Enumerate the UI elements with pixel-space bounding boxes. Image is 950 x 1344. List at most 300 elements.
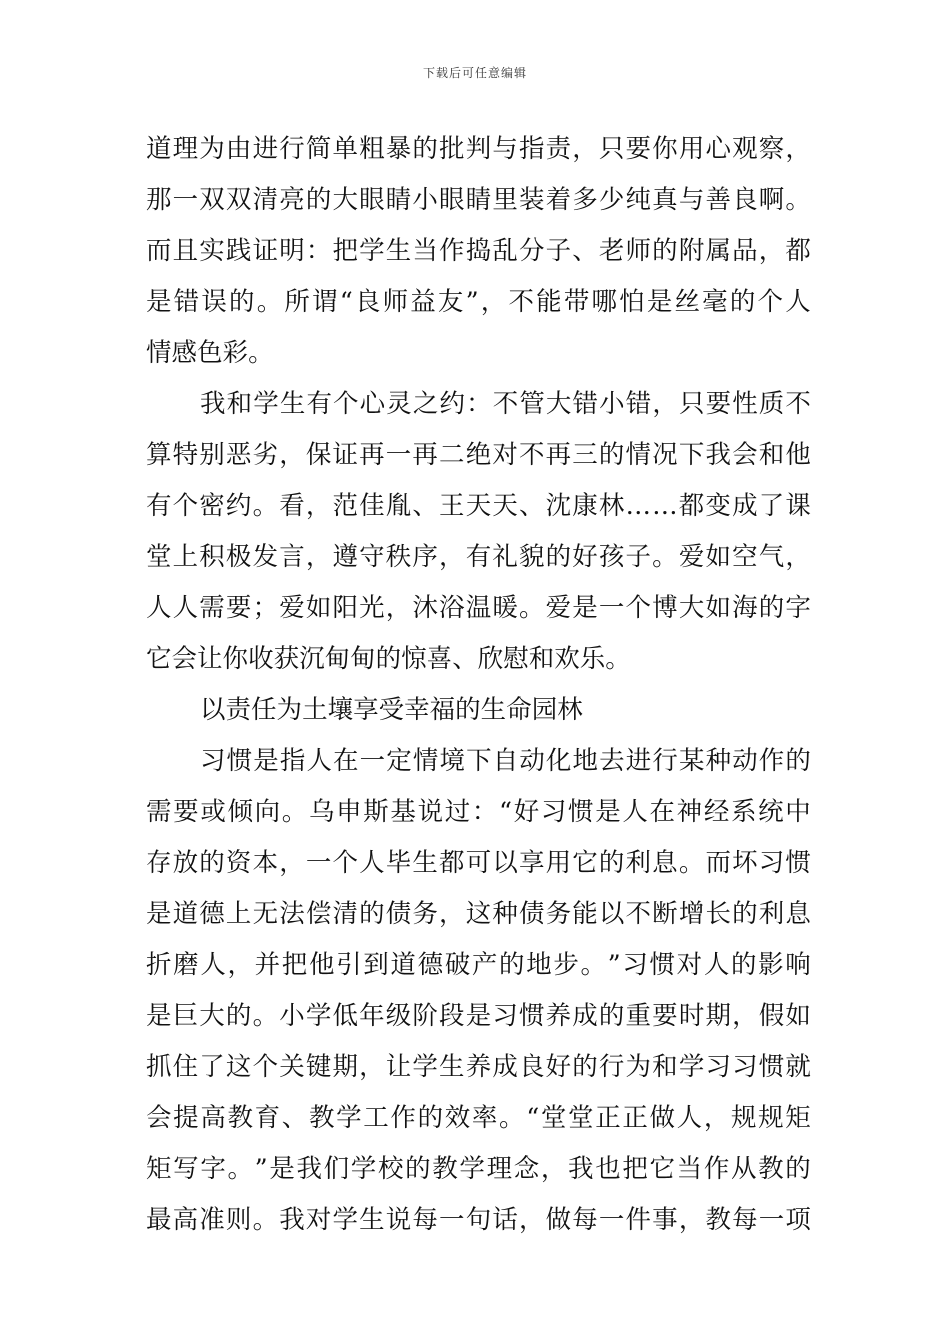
char: 习 (758, 848, 785, 878)
char: 喜 (426, 644, 453, 674)
char: 住 (172, 1052, 199, 1082)
paragraph-line (146, 685, 811, 736)
char: ， (758, 236, 785, 266)
char: 天 (465, 491, 492, 521)
char: 长 (705, 899, 731, 929)
char: 。 (248, 338, 274, 368)
paragraph-line (146, 940, 811, 991)
char: ， (785, 134, 811, 164)
char: 。 (785, 185, 811, 215)
char: 行 (598, 1052, 625, 1082)
char: 良 (354, 287, 381, 317)
char: 一 (598, 1205, 625, 1235)
char: 享 (518, 848, 545, 878)
char: 。 (652, 542, 678, 572)
char: 人 (622, 797, 648, 827)
char: 。 (227, 1154, 253, 1184)
char: 生 (412, 848, 438, 878)
paragraph-line (146, 277, 811, 328)
char: 只 (678, 389, 705, 419)
char: ， (703, 1103, 730, 1133)
char: 亮 (279, 185, 305, 215)
char: 的 (598, 848, 625, 878)
char: 惯 (518, 1001, 545, 1031)
char: 引 (336, 950, 362, 980)
char: 惊 (401, 644, 427, 674)
char: 用 (678, 134, 705, 164)
char: 动 (519, 746, 545, 776)
char: 下 (466, 746, 492, 776)
char: 爱 (279, 593, 305, 623)
char: 批 (439, 134, 465, 164)
char: 一 (598, 593, 625, 623)
char: 哪 (591, 287, 617, 317)
char: 会 (732, 440, 758, 470)
char: 和 (226, 389, 253, 419)
char: “ (339, 287, 353, 317)
char: 言 (279, 542, 305, 572)
char: 人 (785, 287, 811, 317)
paragraph-line (146, 991, 811, 1042)
char: 人 (146, 593, 172, 623)
char: 生 (359, 1205, 385, 1235)
char: 学 (412, 1052, 438, 1082)
char: 对 (676, 950, 703, 980)
char: 、 (452, 644, 478, 674)
char: 成 (572, 1001, 598, 1031)
paragraph-line (146, 430, 811, 481)
char: 康 (572, 491, 598, 521)
char: 事 (652, 1205, 678, 1235)
char: 人 (359, 848, 385, 878)
char: 务 (545, 899, 572, 929)
char: 学 (350, 1154, 377, 1184)
char: 化 (545, 746, 572, 776)
char: 积 (199, 542, 225, 572)
char: 幸 (404, 695, 430, 725)
char: 以 (492, 848, 518, 878)
char: 会 (146, 1103, 172, 1133)
char: 不 (518, 440, 545, 470)
char: 浴 (439, 593, 465, 623)
char: 秩 (385, 542, 412, 572)
char: 要 (625, 134, 652, 164)
char: ： (466, 389, 492, 419)
char: 道 (390, 950, 416, 980)
char: 对 (492, 440, 518, 470)
char: 下 (678, 440, 705, 470)
char: 用 (545, 848, 572, 878)
paragraph-line (146, 634, 811, 685)
char: 怕 (619, 287, 645, 317)
char: 啊 (758, 185, 785, 215)
char: 说 (385, 1205, 412, 1235)
page-header: 下载后可任意编辑 (422, 66, 527, 80)
paragraph-line (146, 532, 811, 583)
char: 。 (678, 848, 705, 878)
char: 键 (305, 1052, 332, 1082)
char: 规 (730, 1103, 757, 1133)
char: 成 (732, 491, 758, 521)
char: 三 (572, 440, 598, 470)
paragraph-line (146, 889, 811, 940)
char: 做 (649, 1103, 676, 1133)
char: 一 (439, 1205, 465, 1235)
char: 附 (678, 236, 705, 266)
char: 息 (785, 899, 811, 929)
char: ” (254, 1154, 268, 1184)
char: 地 (572, 746, 599, 776)
char: 遵 (332, 542, 358, 572)
char: 的 (417, 1103, 444, 1133)
char: 他 (308, 950, 335, 980)
char: 低 (332, 1001, 358, 1031)
char: 倾 (227, 797, 253, 827)
char: 明 (279, 236, 305, 266)
char: 也 (595, 1154, 621, 1184)
document-body (146, 124, 811, 1246)
char: 一 (359, 746, 386, 776)
char: 准 (199, 1205, 225, 1235)
char: 看 (279, 491, 305, 521)
char: 眼 (439, 185, 465, 215)
char: 成 (492, 1052, 518, 1082)
char: 资 (225, 848, 252, 878)
char: 品 (732, 236, 758, 266)
char: 慰 (503, 644, 529, 674)
char: ， (359, 1052, 385, 1082)
char: 和 (652, 1052, 678, 1082)
char: 教 (432, 1154, 458, 1184)
char: 最 (146, 1205, 172, 1235)
char: 的 (572, 1052, 598, 1082)
char: ， (279, 848, 305, 878)
char: 别 (199, 440, 225, 470)
char: 要 (225, 593, 252, 623)
char: 写 (173, 1154, 199, 1184)
char: 要 (705, 389, 732, 419)
char: 范 (332, 491, 358, 521)
char: 能 (536, 287, 562, 317)
char: 说 (417, 797, 444, 827)
char: 学 (253, 389, 279, 419)
char: 习 (622, 950, 648, 980)
char: 系 (730, 797, 757, 827)
char: 捣 (465, 236, 492, 266)
char: 理 (486, 1154, 513, 1184)
char: 情 (625, 440, 652, 470)
char: 况 (652, 440, 678, 470)
char: 指 (279, 746, 306, 776)
char: 上 (172, 542, 199, 572)
char: 心 (359, 389, 386, 419)
char: 光 (359, 593, 385, 623)
char: 子 (625, 542, 652, 572)
char: ” (607, 950, 621, 980)
char: 。 (605, 644, 631, 674)
char: 不 (508, 287, 534, 317)
char: 乐 (579, 644, 606, 674)
char: 。 (252, 491, 279, 521)
char: 大 (545, 389, 572, 419)
char: 响 (785, 950, 811, 980)
paragraph-line (146, 175, 811, 226)
char: 小 (279, 1001, 305, 1031)
char: 为 (625, 1052, 652, 1082)
char: 。 (518, 593, 545, 623)
char: 每 (412, 1205, 438, 1235)
paragraph-line (146, 481, 811, 532)
char: 债 (385, 899, 412, 929)
char: 或 (200, 797, 226, 827)
char: 影 (758, 950, 784, 980)
paragraph-line (146, 328, 811, 379)
char: 指 (518, 134, 545, 164)
char: 误 (201, 287, 227, 317)
char: 对 (305, 1205, 332, 1235)
paragraph-line (146, 583, 811, 634)
char: ， (652, 389, 678, 419)
char: 作 (439, 236, 465, 266)
char: 以 (598, 899, 625, 929)
char: 受 (378, 695, 405, 725)
char: 与 (492, 134, 518, 164)
char: 件 (625, 1205, 652, 1235)
char: 会 (171, 644, 198, 674)
char: 温 (465, 593, 492, 623)
char: 。 (499, 1103, 525, 1133)
char: 色 (197, 338, 223, 368)
paragraph-line (146, 1195, 811, 1246)
char: 息 (652, 848, 678, 878)
char: 学 (336, 1103, 362, 1133)
paragraph-line (146, 379, 811, 430)
char: 个 (333, 389, 359, 419)
paragraph-line (146, 124, 811, 175)
char: 基 (390, 797, 416, 827)
char: 丝 (674, 287, 701, 317)
char: 与 (678, 185, 705, 215)
char: 是 (646, 287, 673, 317)
char: 偿 (305, 899, 332, 929)
char: 我 (279, 1205, 305, 1235)
char: 堂 (146, 542, 172, 572)
char: 彩 (222, 338, 249, 368)
char: 佳 (359, 491, 385, 521)
char: 都 (439, 848, 465, 878)
char: 无 (252, 899, 279, 929)
char: 是 (253, 746, 279, 776)
char: 中 (785, 797, 811, 827)
char: 法 (279, 899, 305, 929)
char: 的 (405, 1154, 431, 1184)
char: 实 (199, 236, 225, 266)
char: 期 (332, 1052, 358, 1082)
char: 个 (252, 1052, 279, 1082)
char: 园 (531, 695, 558, 725)
char: ， (305, 491, 332, 521)
char: 空 (732, 542, 758, 572)
char: 是 (146, 1001, 172, 1031)
char: 教 (758, 1154, 784, 1184)
char: 正 (622, 1103, 648, 1133)
char: 的 (455, 695, 481, 725)
char: 、 (281, 1103, 308, 1133)
char: 的 (545, 542, 572, 572)
char: 存 (146, 848, 172, 878)
char: 到 (363, 950, 389, 980)
char: 境 (439, 746, 465, 776)
char: 需 (146, 797, 172, 827)
char: 种 (705, 746, 732, 776)
char: 错 (625, 389, 652, 419)
char: 。 (252, 1001, 279, 1031)
char: 磨 (173, 950, 199, 980)
char: 放 (172, 848, 199, 878)
char: 性 (732, 389, 758, 419)
char: 生 (279, 389, 306, 419)
char: 行 (652, 746, 678, 776)
char: 少 (598, 185, 625, 215)
char: 谓 (312, 287, 338, 317)
char: 断 (652, 899, 678, 929)
paragraph-line (146, 1144, 811, 1195)
char: 作 (390, 1103, 416, 1133)
char: 装 (518, 185, 545, 215)
paragraph-line (146, 736, 811, 787)
char: 进 (252, 134, 279, 164)
char: 工 (363, 1103, 389, 1133)
char: 理 (172, 134, 199, 164)
char: 自 (492, 746, 519, 776)
char: 念 (513, 1154, 540, 1184)
char: 师 (625, 236, 652, 266)
char: 德 (417, 950, 444, 980)
char: 破 (444, 950, 471, 980)
char: 沈 (545, 491, 572, 521)
char: 多 (572, 185, 598, 215)
char: 习 (732, 1052, 758, 1082)
char: 序 (412, 542, 438, 572)
char: 当 (412, 236, 438, 266)
char: 。 (252, 1205, 279, 1235)
char: 责 (545, 134, 572, 164)
char: 双 (199, 185, 225, 215)
char: 享 (353, 695, 379, 725)
char: 胤 (385, 491, 412, 521)
char: ， (305, 542, 332, 572)
char: 而 (146, 236, 172, 266)
char: 密 (199, 491, 225, 521)
char: 学 (459, 1154, 485, 1184)
char: 学 (332, 1205, 358, 1235)
char: 的 (732, 899, 758, 929)
char: 保 (305, 440, 332, 470)
char: 、 (518, 491, 545, 521)
char: 算 (146, 440, 172, 470)
paragraph-line (146, 226, 811, 277)
char: 土 (302, 695, 328, 725)
char: 向 (254, 797, 281, 827)
char: 由 (225, 134, 252, 164)
char: 特 (172, 440, 199, 470)
char: ； (252, 593, 279, 623)
char: 再 (545, 440, 572, 470)
char: 、 (572, 236, 598, 266)
char: 生 (385, 236, 412, 266)
char: 阶 (412, 1001, 438, 1031)
paragraph-line (146, 1042, 811, 1093)
char: 每 (732, 1205, 758, 1235)
char: 段 (439, 1001, 465, 1031)
char: 善 (705, 185, 731, 215)
char: 爱 (678, 542, 705, 572)
char: 矩 (785, 1103, 811, 1133)
char: ， (518, 1205, 545, 1235)
char: 堂 (540, 1103, 567, 1133)
char: 的 (229, 287, 255, 317)
char: 甸 (350, 644, 376, 674)
char: 这 (225, 1052, 252, 1082)
char: 甸 (324, 644, 351, 674)
char: 灵 (386, 389, 412, 419)
char: 友 (437, 287, 464, 317)
char: 经 (703, 797, 730, 827)
char: 道 (146, 134, 172, 164)
char: 欢 (554, 644, 580, 674)
char: ， (785, 542, 811, 572)
char: 是 (269, 1154, 295, 1184)
char: 约 (225, 491, 252, 521)
char: ， (385, 593, 412, 623)
char: ， (540, 1154, 567, 1184)
char: 只 (598, 134, 625, 164)
char: 作 (703, 1154, 730, 1184)
char: 一 (305, 848, 332, 878)
char: 从 (730, 1154, 757, 1184)
char: 统 (758, 797, 784, 827)
char: 小 (599, 389, 625, 419)
char: 校 (377, 1154, 404, 1184)
char: 申 (336, 797, 362, 827)
char: 简 (305, 134, 332, 164)
char: 上 (225, 899, 252, 929)
char: 并 (254, 950, 281, 980)
char: 关 (279, 1052, 305, 1082)
char: 把 (332, 236, 358, 266)
char: 纯 (625, 185, 652, 215)
char: 句 (465, 1205, 492, 1235)
char: 行 (279, 134, 305, 164)
char: 利 (625, 848, 652, 878)
char: 大 (199, 1001, 225, 1031)
char: 感 (171, 338, 198, 368)
char: 抓 (146, 1052, 172, 1082)
char: 守 (359, 542, 385, 572)
char: 效 (444, 1103, 471, 1133)
char: 气 (758, 542, 785, 572)
char: ， (572, 134, 598, 164)
char: 、 (412, 491, 438, 521)
char: 人 (200, 950, 226, 980)
char: 的 (785, 1154, 811, 1184)
char: 任 (251, 695, 277, 725)
char: 习 (540, 797, 567, 827)
char: 如 (705, 593, 731, 623)
char: 心 (705, 134, 731, 164)
paragraph-line (146, 1093, 811, 1144)
char: 带 (563, 287, 590, 317)
